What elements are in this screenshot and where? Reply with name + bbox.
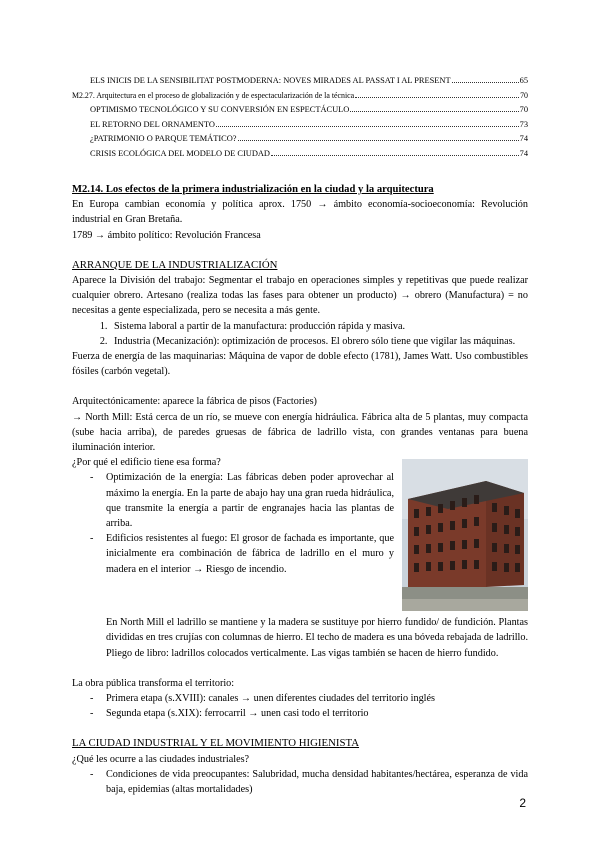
table-of-contents xyxy=(72,74,528,161)
toc-entry[interactable] xyxy=(72,74,528,89)
list-item-text: Primera etapa (s.XVIII): canales → unen diferentes ciudades del territorio inglés xyxy=(106,693,435,705)
list-item-continuation: En North Mill el ladrillo se mantiene y la madera se sustituye por hierro fundido/ de fundición. Plantas divididas en tres crujías con columnas de hierro. El techo de madera es una bóveda rebajada de ladrillo. Pliego de libro: ladrillos colocados verticalmente. Las vigas también se hacen de hierro fundido. xyxy=(106,617,528,659)
dash-bullet: - xyxy=(90,533,94,545)
list-item xyxy=(72,470,528,531)
conditions-list xyxy=(72,767,528,797)
list-item: 1. Sistema laboral a partir de la manufactura: producción rápida y masiva. xyxy=(110,319,528,334)
numbered-list xyxy=(72,319,528,349)
toc-entry[interactable] xyxy=(72,103,528,118)
list-item-text: Edificios resistentes al fuego: El grosor de fachada es importante, que inicialmente era combinación de fábrica de ladrillo en el muro y madera en el interior → Riesgo de incendio. xyxy=(106,533,394,575)
reasons-list xyxy=(72,470,528,660)
toc-entry-title: ELS INICIS DE LA SENSIBILITAT POSTMODERNA: NOVES MIRADES AL PASSAT I AL PRESENT xyxy=(90,76,451,85)
paragraph: Fuerza de energía de las maquinarias: Máquina de vapor de doble efecto (1781), James Watt. Uso combustibles fósiles (carbón vegetal). xyxy=(72,351,528,378)
toc-entry-page: 70 xyxy=(520,90,528,100)
section-heading: ARRANQUE DE LA INDUSTRIALIZACIÓN xyxy=(72,258,278,271)
toc-entry-title: ¿PATRIMONIO O PARQUE TEMÁTICO? xyxy=(90,134,237,143)
list-item xyxy=(72,767,528,797)
dash-bullet: - xyxy=(90,768,94,780)
toc-entry-page: 74 xyxy=(519,134,528,143)
list-item-text: Segunda etapa (s.XIX): ferrocarril → unen casi todo el territorio xyxy=(106,708,369,720)
chapter-heading: M2.14. Los efectos de la primera industrialización en la ciudad y la arquitectura xyxy=(72,184,434,195)
toc-entry[interactable] xyxy=(72,132,528,147)
toc-leader-dots xyxy=(350,111,518,112)
toc-entry-title: OPTIMISMO TECNOLÓGICO Y SU CONVERSIÓN EN ESPECTÁCULO xyxy=(90,105,350,114)
toc-entry[interactable] xyxy=(72,118,528,133)
page-number: 2 xyxy=(519,796,526,810)
list-item xyxy=(72,531,528,577)
question: ¿Por qué el edificio tiene esa forma? xyxy=(72,457,221,469)
list-item xyxy=(72,691,528,706)
list-item-text: Condiciones de vida preocupantes: Salubridad, mucha densidad habitantes/hectárea, esperanza de vida baja, epidemias (altas mortalidades) xyxy=(106,768,528,796)
toc-entry-title: M2.27. Arquitectura en el proceso de globalización y de espectacularización de la técnica xyxy=(72,90,355,100)
toc-entry-page: 73 xyxy=(519,119,528,129)
intro-paragraph: En Europa cambian economía y política aprox. 1750 → ámbito economía-socioeconomía: Revolución industrial en Gran Bretaña. xyxy=(72,199,528,226)
intro-paragraph: 1789 → ámbito político: Revolución Francesa xyxy=(72,229,261,241)
paragraph: → North Mill: Está cerca de un río, se mueve con energía hidráulica. Fábrica alta de 5 plantas, muy compacta (sube hacia arriba), de paredes gruesas de fábrica de ladrillo vista, con grandes ventanas para buena iluminación interior. xyxy=(72,411,528,454)
public-works-list xyxy=(72,691,528,721)
dash-bullet: - xyxy=(90,693,94,705)
toc-entry-page: 65 xyxy=(519,76,528,85)
toc-entry-title: EL RETORNO DEL ORNAMENTO xyxy=(90,119,215,129)
toc-leader-dots xyxy=(238,140,519,141)
list-item: 2. Industria (Mecanización): optimización de procesos. El obrero sólo tiene que vigilar las máquinas. xyxy=(110,334,528,349)
toc-leader-dots xyxy=(452,82,519,83)
paragraph: Arquitectónicamente: aparece la fábrica de pisos (Factories) xyxy=(72,396,317,408)
toc-leader-dots xyxy=(271,155,519,156)
main-content xyxy=(72,182,528,797)
toc-entry-page: 70 xyxy=(519,105,528,114)
toc-entry[interactable] xyxy=(72,89,528,104)
list-item xyxy=(72,706,528,721)
section-heading: LA CIUDAD INDUSTRIAL Y EL MOVIMIENTO HIGIENISTA xyxy=(72,737,360,750)
question: ¿Qué les ocurre a las ciudades industriales? xyxy=(72,753,250,765)
paragraph: La obra pública transforma el territorio: xyxy=(72,677,235,689)
toc-entry-page: 74 xyxy=(519,148,528,158)
toc-leader-dots xyxy=(216,126,519,127)
list-item-text: Optimización de la energía: Las fábricas deben poder aprovechar al máximo la energía. En la parte de abajo hay una gran rueda hidráulica, que transmite la energía a partir de engranajes hacia las plantas de arriba. xyxy=(106,472,394,530)
paragraph: Aparece la División del trabajo: Segmentar el trabajo en operaciones simples y repetitivas que puede realizar cualquier obrero. Artesano (realiza todas las fases para obtener un producto) → obrero (Manufactura) = no necesitas a gente especializada, pero se necesita a más gente. xyxy=(72,275,528,317)
toc-leader-dots xyxy=(355,97,519,98)
toc-entry[interactable] xyxy=(72,147,528,162)
toc-entry-title: CRISIS ECOLÓGICA DEL MODELO DE CIUDAD xyxy=(90,148,270,158)
dash-bullet: - xyxy=(90,708,94,720)
dash-bullet: - xyxy=(90,472,94,484)
